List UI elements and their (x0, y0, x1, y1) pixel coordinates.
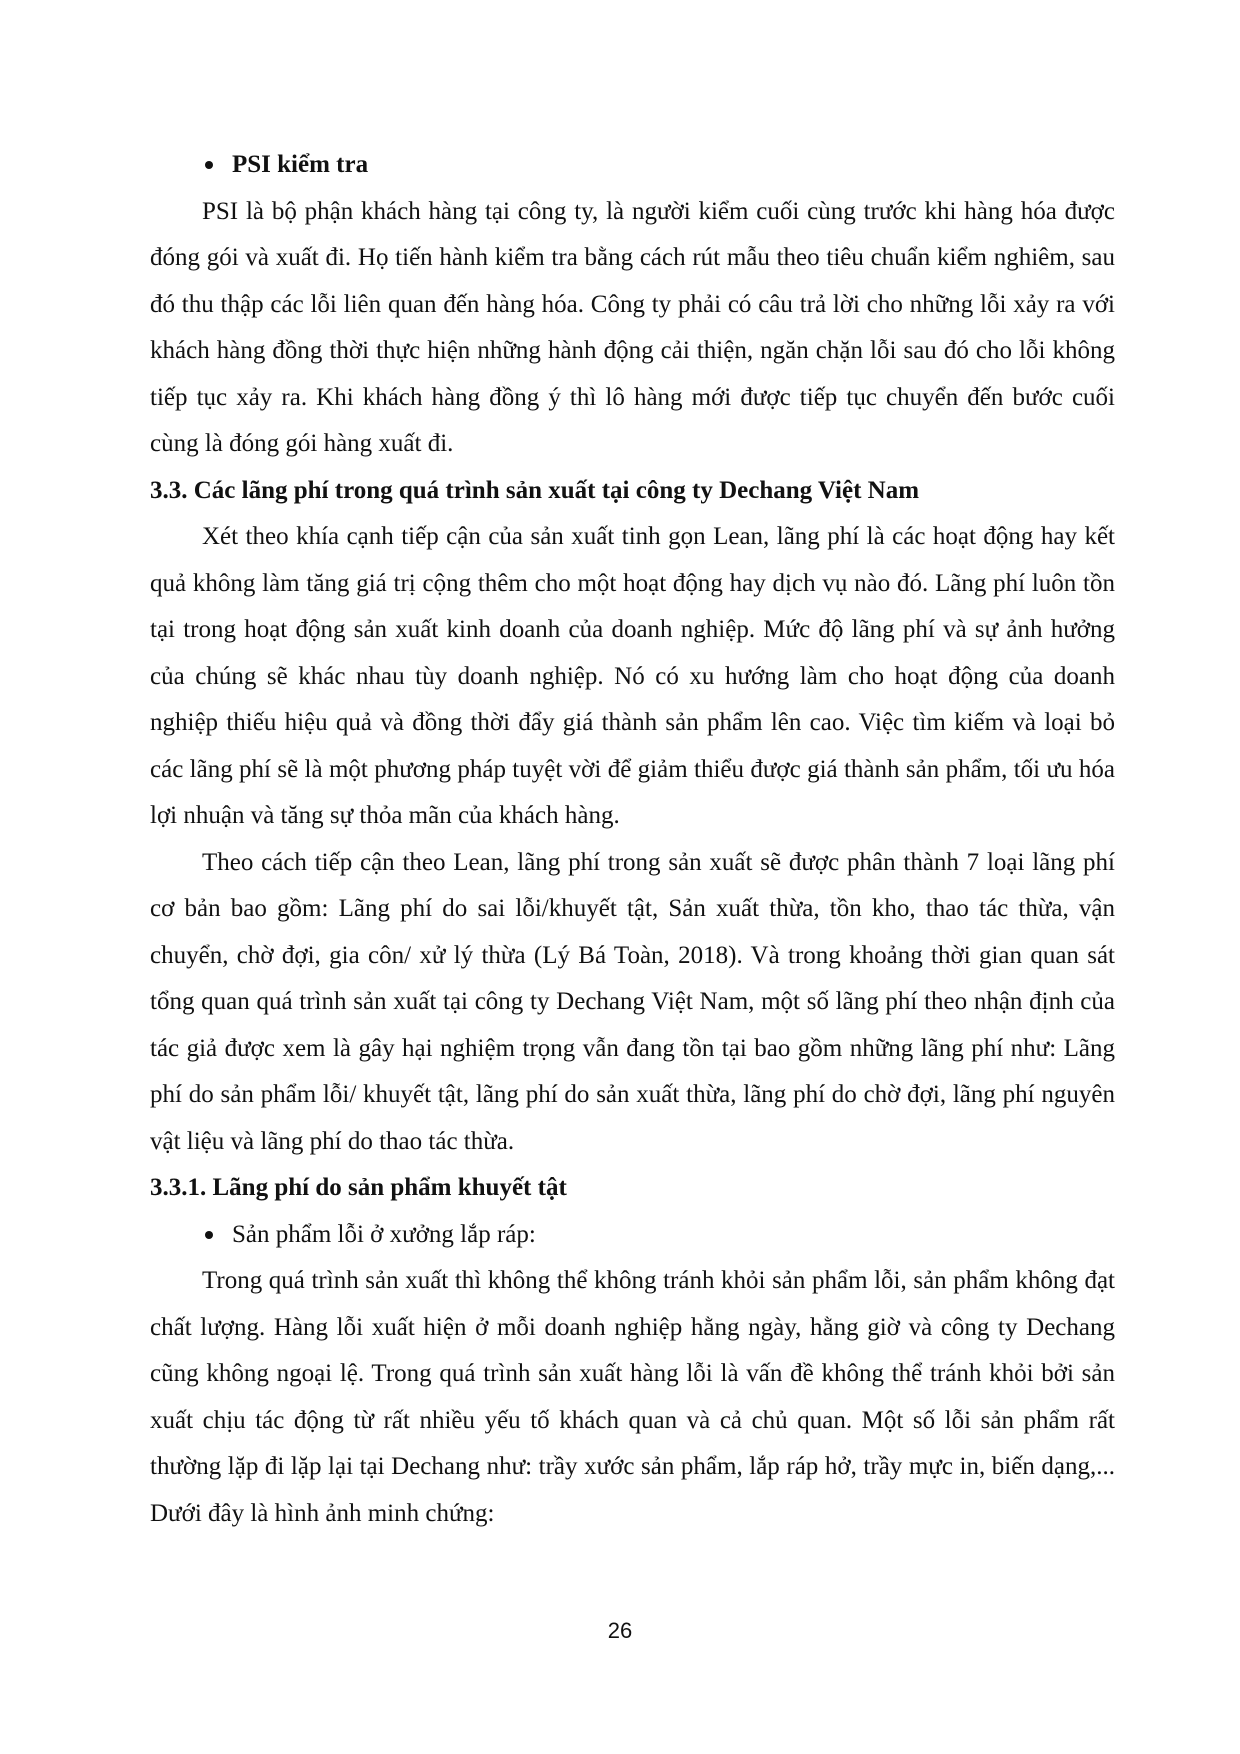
bullet-dot-icon (205, 161, 213, 169)
page-content (150, 142, 1115, 1537)
paragraph-psi: PSI là bộ phận khách hàng tại công ty, là người kiểm cuối cùng trước khi hàng hóa được đóng gói và xuất đi. Họ tiến hành kiểm tra bằng cách rút mẫu theo tiêu chuẩn kiểm nghiêm, sau đó thu thập các lỗi liên quan đến hàng hóa. Công ty phải có câu trả lời cho những lỗi xảy ra với khách hàng đồng thời thực hiện những hành động cải thiện, ngăn chặn lỗi sau đó cho lỗi không tiếp tục xảy ra. Khi khách hàng đồng ý thì lô hàng mới được tiếp tục chuyển đến bước cuối cùng là đóng gói hàng xuất đi. (150, 197, 1115, 457)
paragraph-lean-types: Theo cách tiếp cận theo Lean, lãng phí trong sản xuất sẽ được phân thành 7 loại lãng phí cơ bản bao gồm: Lãng phí do sai lỗi/khuyết tật, Sản xuất thừa, tồn kho, thao tác thừa, vận chuyển, chờ đợi, gia côn/ xử lý thừa (Lý Bá Toàn, 2018). Và trong khoảng thời gian quan sát tổng quan quá trình sản xuất tại công ty Dechang Việt Nam, một số lãng phí theo nhận định của tác giả được xem là gây hại nghiệm trọng vẫn đang tồn tại bao gồm những lãng phí như: Lãng phí do sản phẩm lỗi/ khuyết tật, lãng phí do sản xuất thừa, lãng phí do chờ đợi, lãng phí nguyên vật liệu và lãng phí do thao tác thừa. (150, 848, 1115, 1155)
paragraph-lean-definition: Xét theo khía cạnh tiếp cận của sản xuất tinh gọn Lean, lãng phí là các hoạt động hay kết quả không làm tăng giá trị cộng thêm cho một hoạt động hay dịch vụ nào đó. Lãng phí luôn tồn tại trong hoạt động sản xuất kinh doanh của doanh nghiệp. Mức độ lãng phí và sự ảnh hưởng của chúng sẽ khác nhau tùy doanh nghiệp. Nó có xu hướng làm cho hoạt động của doanh nghiệp thiếu hiệu quả và đồng thời đẩy giá thành sản phẩm lên cao. Việc tìm kiếm và loại bỏ các lãng phí sẽ là một phương pháp tuyệt vời để giảm thiểu được giá thành sản phẩm, tối ưu hóa lợi nhuận và tăng sự thỏa mãn của khách hàng. (150, 523, 1115, 829)
bullet-assembly (150, 1212, 1115, 1259)
heading-section-3-3: 3.3. Các lãng phí trong quá trình sản xuất tại công ty Dechang Việt Nam (150, 476, 920, 504)
paragraph-defects: Trong quá trình sản xuất thì không thể không tránh khỏi sản phẩm lỗi, sản phẩm không đạt chất lượng. Hàng lỗi xuất hiện ở mỗi doanh nghiệp hằng ngày, hằng giờ và công ty Dechang cũng không ngoại lệ. Trong quá trình sản xuất hàng lỗi là vấn đề không thể tránh khỏi bởi sản xuất chịu tác động từ rất nhiều yếu tố khách quan và cả chủ quan. Một số lỗi sản phẩm rất thường lặp đi lặp lại tại Dechang như: trầy xước sản phẩm, lắp ráp hở, trầy mực in, biến dạng,... Dưới đây là hình ảnh minh chứng: (150, 1267, 1115, 1527)
bullet-psi-text: PSI kiểm tra (232, 151, 369, 178)
bullet-dot-icon (205, 1231, 213, 1239)
heading-section-3-3-1: 3.3.1. Lãng phí do sản phẩm khuyết tật (150, 1174, 567, 1201)
bullet-assembly-text: Sản phẩm lỗi ở xưởng lắp ráp: (232, 1220, 536, 1248)
page-number: 26 (607, 1618, 633, 1643)
bullet-psi (150, 142, 1115, 189)
